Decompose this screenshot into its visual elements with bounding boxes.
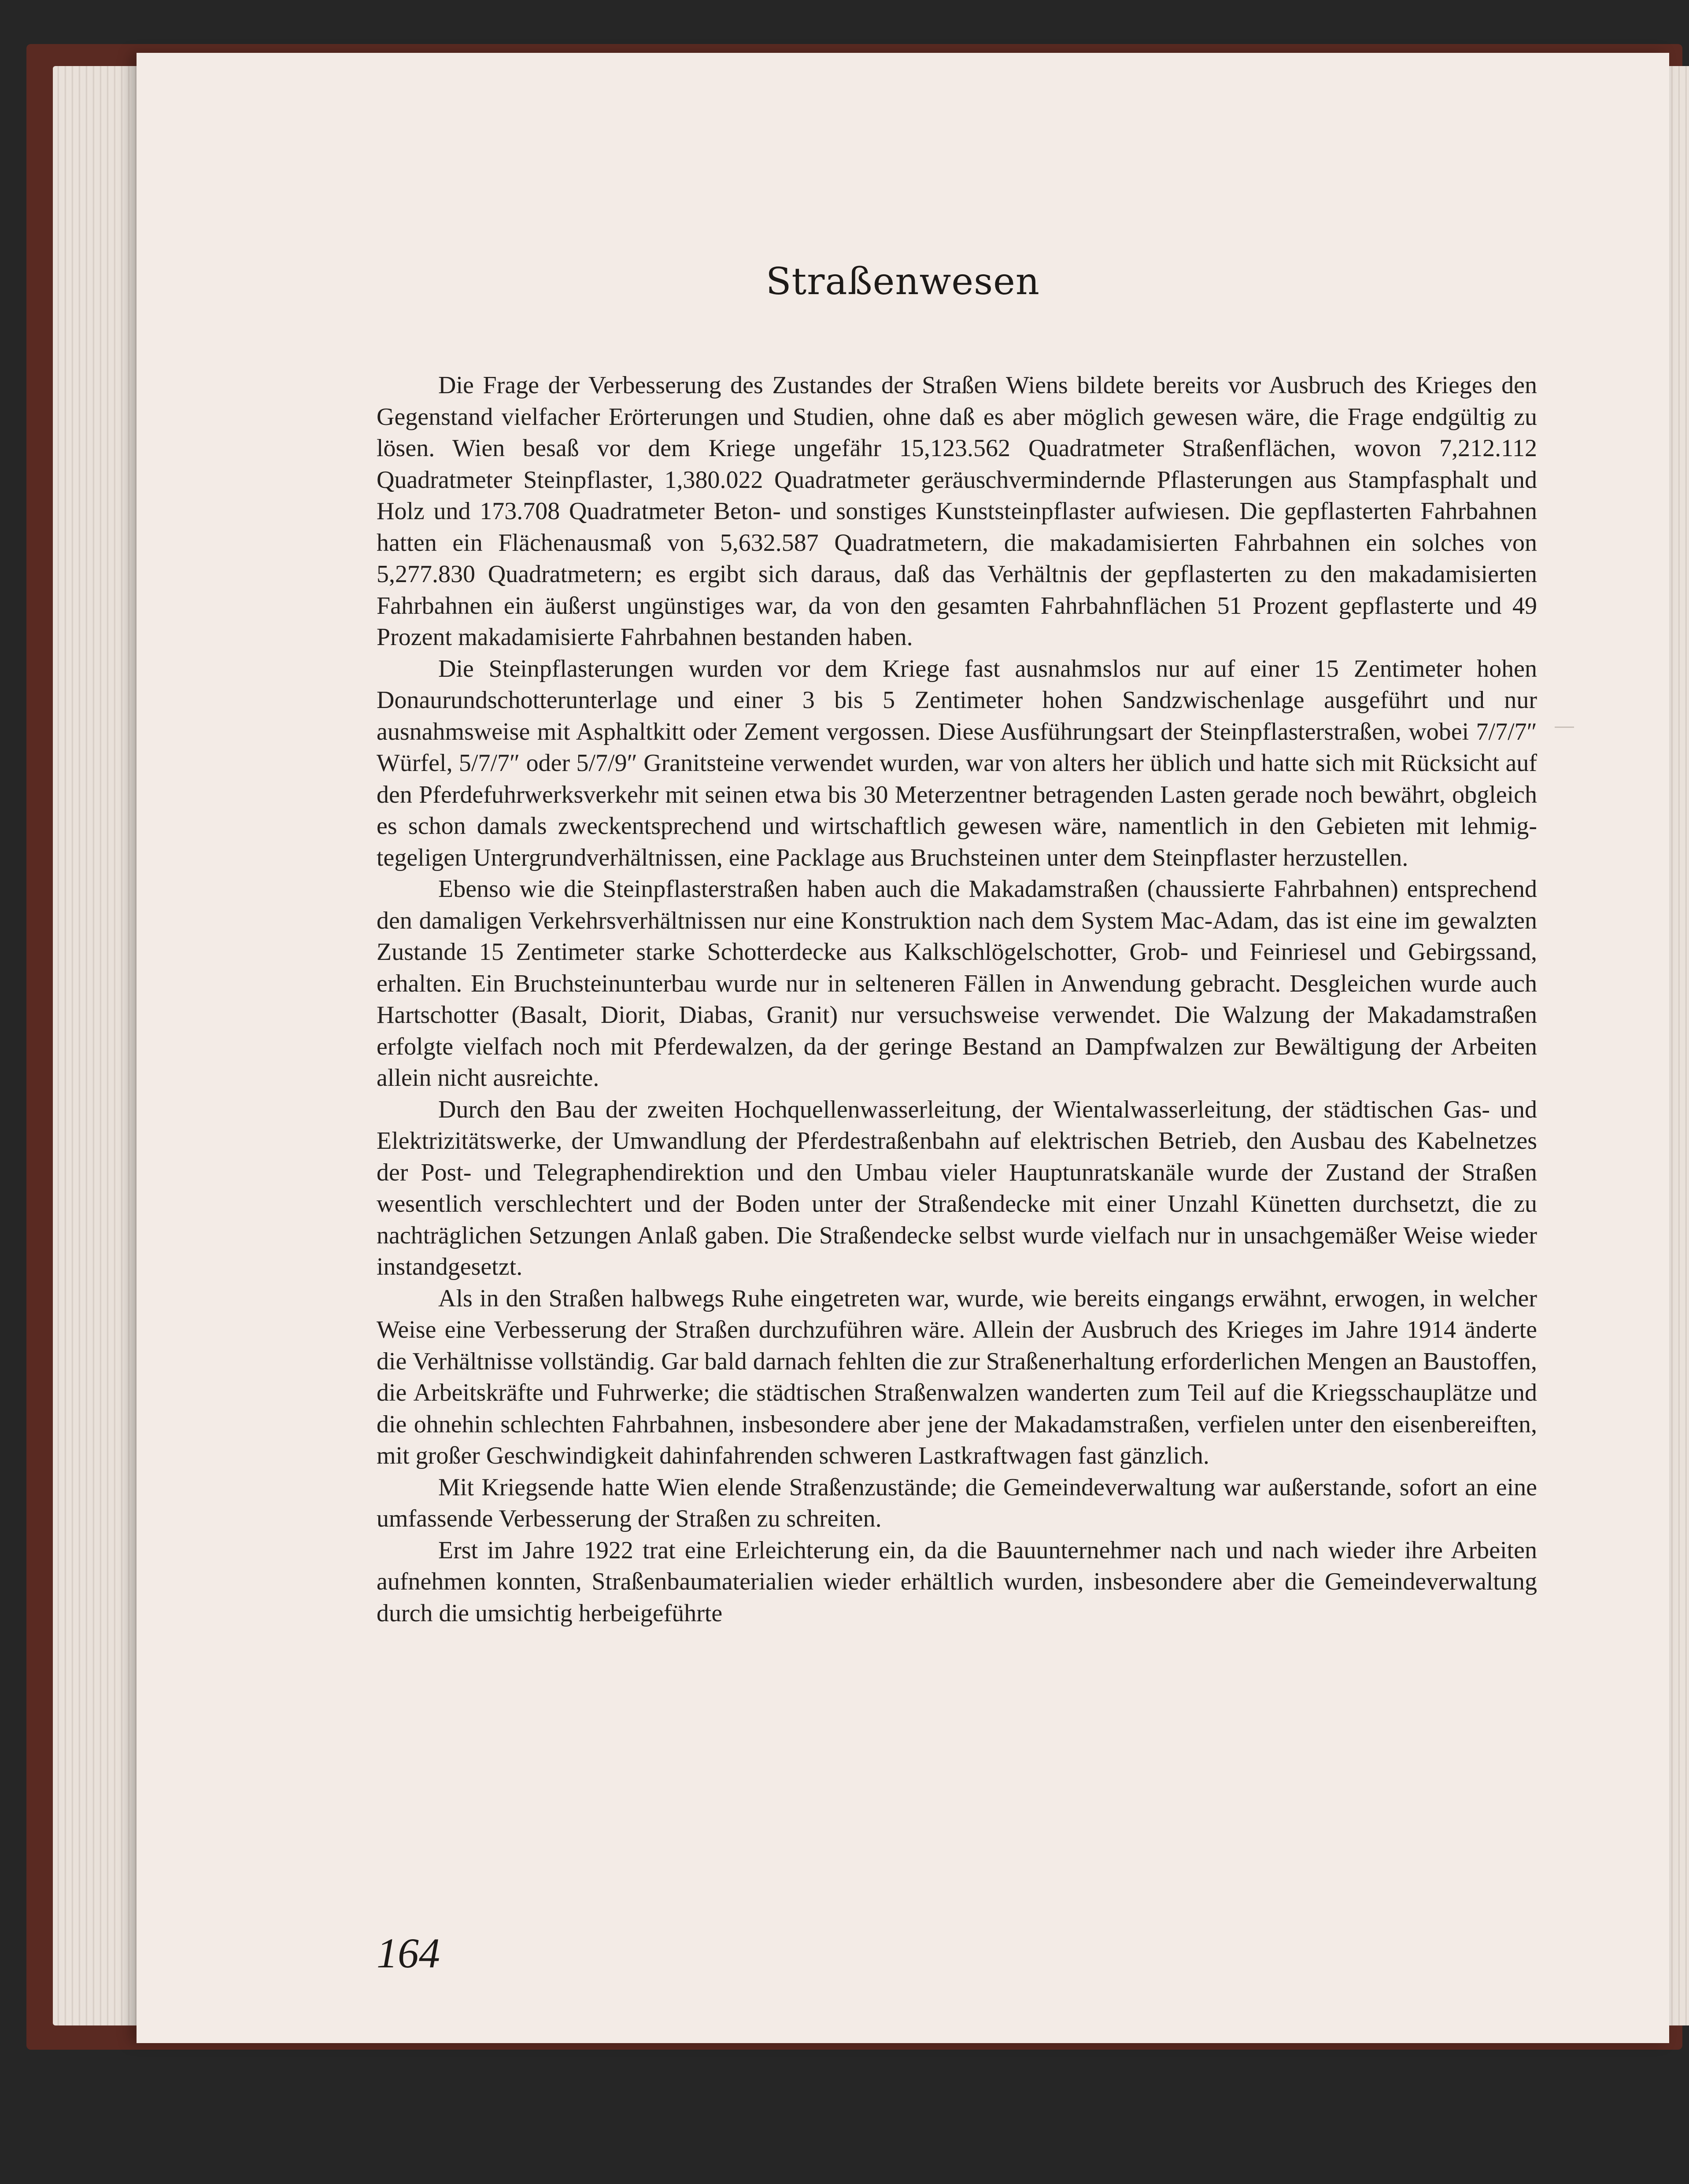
paragraph: Mit Kriegsende hatte Wien elende Straßenzustände; die Gemeindeverwaltung war außerstande, sofort an eine umfassende Verbesserung der Straßen zu schreiten. [377, 1473, 1537, 1532]
book-page [137, 53, 1669, 2043]
body-text [377, 370, 1537, 1629]
page-number: 164 [377, 1929, 440, 1977]
paragraph: Die Frage der Verbesserung des Zustandes der Straßen Wiens bildete bereits vor Ausbruch des Krieges den Gegenstand vielfacher Erörterungen und Studien, ohne daß es aber möglich gewesen wäre, die Frage endgültig zu lösen. Wien besaß vor dem Kriege ungefähr 15,123.562 Quadratmeter Straßenflächen, wovon 7,212.112 Quadratmeter Steinpflaster, 1,380.022 Quadratmeter geräuschvermindernde Pflasterungen aus Stampfasphalt und Holz und 173.708 Quadratmeter Beton- und sonstiges Kunststeinpflaster aufwiesen. Die gepflasterten Fahrbahnen hatten ein Flächenausmaß von 5,632.587 Quadratmetern, die makadamisierten Fahrbahnen ein solches von 5,277.830 Quadratmetern; es ergibt sich daraus, daß das Verhältnis der gepflasterten zu den makadamisierten Fahrbahnen ein äußerst ungünstiges war, da von den gesamten Fahrbahnflächen 51 Prozent gepflasterte und 49 Prozent makadamisierte Fahrbahnen bestanden haben. [377, 372, 1537, 651]
paragraph: Durch den Bau der zweiten Hochquellenwasserleitung, der Wientalwasserleitung, der städtischen Gas- und Elektrizitätswerke, der Umwandlung der Pferdestraßenbahn auf elektrischen Betrieb, den Ausbau des Kabelnetzes der Post- und Telegraphendirektion und den Umbau vieler Hauptunratskanäle wurde der Zustand der Straßen wesentlich verschlechtert und der Boden unter der Straßendecke mit einer Unzahl Künetten durchsetzt, die zu nachträglichen Setzungen Anlaß gaben. Die Straßendecke selbst wurde vielfach nur in unsachgemäßer Weise wieder instandgesetzt. [377, 1096, 1537, 1280]
paragraph: Erst im Jahre 1922 trat eine Erleichterung ein, da die Bauunternehmer nach und nach wieder ihre Arbeiten aufnehmen konnten, Straßenbaumaterialien wieder erhältlich wurden, insbesondere aber die Gemeindeverwaltung durch die umsichtig herbeigeführte [377, 1536, 1537, 1627]
paragraph: Ebenso wie die Steinpflasterstraßen haben auch die Makadamstraßen (chaussierte Fahrbahnen) entsprechend den damaligen Verkehrsverhältnissen nur eine Konstruktion nach dem System Mac-Adam, das ist eine im gewalzten Zustande 15 Zentimeter starke Schotterdecke aus Kalkschlögelschotter, Grob- und Feinriesel und Gebirgssand, erhalten. Ein Bruchsteinunterbau wurde nur in selteneren Fällen in Anwendung gebracht. Desgleichen wurde auch Hartschotter (Basalt, Diorit, Diabas, Granit) nur versuchsweise verwendet. Die Walzung der Makadamstraßen erfolgte vielfach noch mit Pferdewalzen, da der geringe Bestand an Dampfwalzen zur Bewältigung der Arbeiten allein nicht ausreichte. [377, 875, 1537, 1092]
page-title: Straßenwesen [766, 260, 1040, 303]
paragraph: Als in den Straßen halbwegs Ruhe eingetreten war, wurde, wie bereits eingangs erwähnt, erwogen, in welcher Weise eine Verbesserung der Straßen durchzuführen wäre. Allein der Ausbruch des Krieges im Jahre 1914 änderte die Verhältnisse vollständig. Gar bald darnach fehlten die zur Straßenerhaltung erforderlichen Mengen an Baustoffen, die Arbeitskräfte und Fuhrwerke; die städtischen Straßenwalzen wanderten zum Teil auf die Kriegsschauplätze und die ohnehin schlechten Fahrbahnen, insbesondere aber jene der Makadamstraßen, verfielen unter den eisenbereiften, mit großer Geschwindigkeit dahinfahrenden schweren Lastkraftwagen fast gänzlich. [377, 1284, 1537, 1469]
paragraph: Die Steinpflasterungen wurden vor dem Kriege fast ausnahmslos nur auf einer 15 Zentimeter hohen Donaurundschotterunterlage und einer 3 bis 5 Zentimeter hohen Sandzwischenlage ausgeführt und nur ausnahmsweise mit Asphaltkitt oder Zement vergossen. Diese Ausführungsart der Steinpflasterstraßen, wobei 7/7/7″ Würfel, 5/7/7″ oder 5/7/9″ Granitsteine verwendet wurden, war von alters her üblich und hatte sich mit Rücksicht auf den Pferdefuhrwerksverkehr mit seinen etwa bis 30 Meterzentner betragenden Lasten gerade noch bewährt, obgleich es schon damals zweckentsprechend und wirtschaftlich gewesen wäre, namentlich in den Gebieten mit lehmig-tegeligen Untergrundverhältnissen, eine Packlage aus Bruchsteinen unter dem Steinpflaster herzustellen. [377, 655, 1537, 871]
margin-mark [1555, 727, 1574, 728]
